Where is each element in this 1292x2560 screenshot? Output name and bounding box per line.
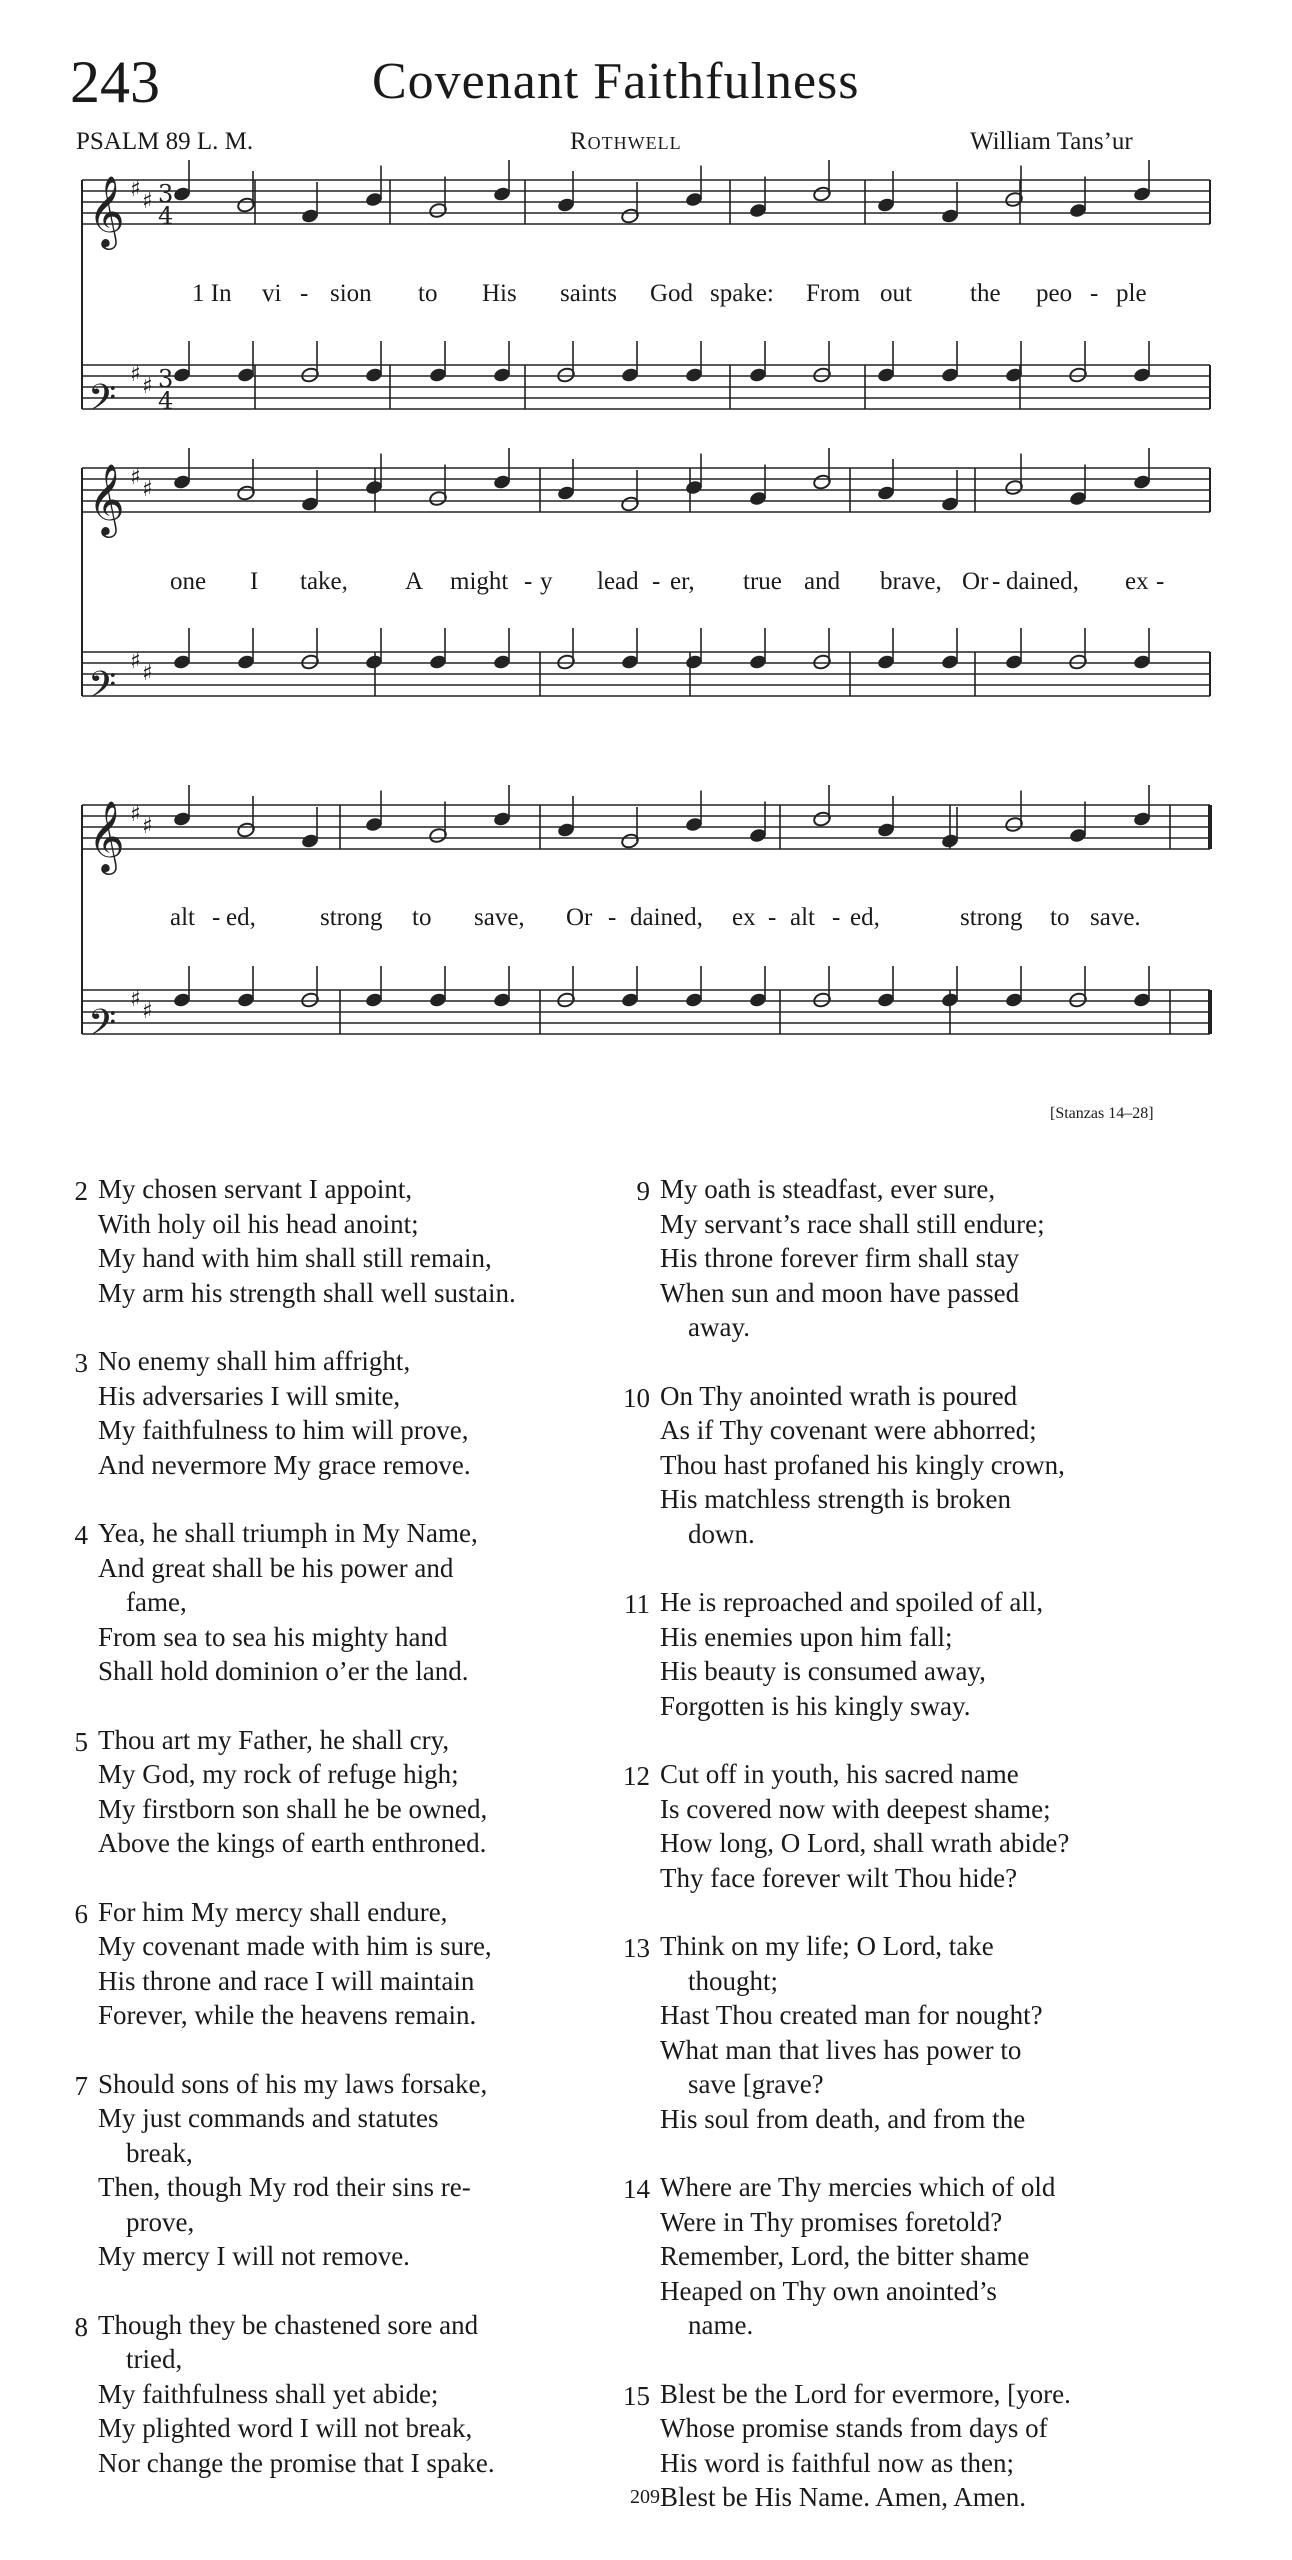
stanza-line: My faithfulness shall yet abide; (98, 2378, 439, 2409)
stanza-line: No enemy shall him affright, (98, 1346, 411, 1376)
stanza-line: name. (688, 2310, 754, 2340)
stanza (74, 1344, 638, 1482)
syllable: save, (474, 904, 525, 931)
stanza-line: Forgotten is his kingly sway. (660, 1690, 971, 1721)
stanza-line: Hast Thou created man for nought? (660, 2000, 1043, 2030)
psalm-meter: PSALM 89 L. M. (76, 128, 254, 155)
stanza-line: fame, (126, 1587, 187, 1617)
syllable: - (992, 568, 1001, 595)
music-symbol: 4 (158, 387, 174, 415)
stanza-line: And nevermore My grace remove. (98, 1449, 471, 1480)
stanza-line: Though they be chastened sore and (98, 2309, 479, 2340)
syllable: His (482, 280, 517, 307)
hymn-number: 243 (70, 49, 160, 115)
syllable: the (970, 280, 1001, 307)
stanza-line: Think on my life; O Lord, take (660, 1931, 994, 1961)
syllable: er, (670, 568, 695, 595)
music-symbol: ♯ (130, 177, 141, 202)
stanza-line: My God, my rock of refuge high; (98, 1759, 459, 1789)
music-symbol: ♯ (130, 802, 141, 827)
stanza-line: His word is faithful now as then; (660, 2447, 1014, 2478)
stanza-number: 2 (74, 1176, 88, 1206)
stanza-number: 10 (623, 1382, 650, 1413)
stanza-line: Were in Thy promises foretold? (660, 2206, 1003, 2237)
stanza-line: His throne forever firm shall stay (660, 1243, 1020, 1273)
stanza-number: 12 (623, 1761, 650, 1791)
syllable: alt (790, 904, 815, 931)
music-symbol: ♯ (130, 362, 141, 387)
syllable: sion (330, 280, 372, 307)
music-symbol: ♯ (142, 661, 153, 686)
stanza-line: And great shall be his power and (98, 1552, 454, 1583)
stanza (623, 1929, 1210, 2136)
stanza-line: save [grave? (688, 2069, 824, 2099)
stanza-line: Remember, Lord, the bitter shame (660, 2241, 1030, 2271)
syllable: 1 In (192, 280, 232, 307)
stanza-line: Cut off in youth, his sacred name (660, 1759, 1019, 1789)
stanza-line: Yea, he shall triumph in My Name, (98, 1518, 478, 1548)
stanza-line: Where are Thy mercies which of old (660, 2172, 1056, 2202)
syllable: - (608, 904, 617, 931)
syllable: strong (320, 904, 383, 931)
syllable: vi (262, 280, 282, 307)
stanza-line: My covenant made with him is sure, (98, 1931, 492, 1961)
stanza-line: My just commands and statutes (98, 2103, 439, 2133)
syllable: - (768, 904, 777, 931)
syllable: y (540, 568, 553, 595)
syllable: Or (566, 904, 593, 931)
syllable: ed, (226, 904, 256, 931)
stanza (624, 1585, 1210, 1723)
music-symbol: 4 (158, 202, 174, 230)
stanza-line: His soul from death, and from the (660, 2103, 1026, 2134)
stanza (74, 1723, 638, 1861)
hymn-title: Covenant Faithfulness (372, 53, 860, 110)
syllable: might (450, 568, 509, 595)
stanza-line: prove, (126, 2206, 195, 2237)
syllable: true (743, 568, 782, 595)
stanza-line: Forever, while the heavens remain. (98, 2000, 477, 2030)
stanza-line: Shall hold dominion o’er the land. (98, 1656, 469, 1686)
syllable: save. (1090, 904, 1141, 931)
stanza-number: 11 (624, 1589, 650, 1619)
music-symbol: 𝄞 (88, 799, 125, 872)
music-symbol: 𝄞 (88, 462, 125, 535)
syllable: - (212, 904, 221, 931)
stanza-line: Blest be the Lord for evermore, [yore. (660, 2378, 1071, 2409)
syllable: one (170, 568, 207, 595)
stanza-line: How long, O Lord, shall wrath abide? (660, 1828, 1070, 1858)
stanza-number: 9 (636, 1176, 650, 1206)
music-symbol: ♯ (130, 987, 141, 1012)
stanza-line: My mercy I will not remove. (98, 2241, 410, 2271)
syllable: brave, (880, 568, 942, 595)
stanza-line: My faithfulness to him will prove, (98, 1415, 469, 1445)
stanza-line: down. (688, 1518, 755, 1549)
stanza-number: 3 (74, 1348, 88, 1378)
syllable: to (1050, 904, 1070, 931)
stanza (623, 1379, 1210, 1552)
stanza-line: His matchless strength is broken (660, 1484, 1011, 1514)
stanza-number: 14 (623, 2174, 650, 2204)
stanza-number: 4 (74, 1520, 88, 1550)
stanza (74, 1895, 638, 2033)
tune-name: Rothwell (570, 128, 682, 155)
stanza-line: As if Thy covenant were abhorred; (660, 1415, 1037, 1445)
music-symbol: ♯ (142, 374, 153, 399)
music-symbol: 𝄢 (88, 1002, 117, 1053)
music-symbol: ♯ (142, 189, 153, 214)
syllable: - (832, 904, 841, 931)
stanza-line: Heaped on Thy own anointed’s (660, 2275, 997, 2306)
syllable: - (1156, 568, 1165, 595)
stanza-line: He is reproached and spoiled of all, (660, 1587, 1044, 1617)
stanza-line: Whose promise stands from days of (660, 2413, 1048, 2443)
music-symbol: ♯ (142, 999, 153, 1024)
syllable: dained, (1006, 568, 1079, 595)
stanza-line: My plighted word I will not break, (98, 2413, 473, 2443)
music-symbol: 3 (158, 180, 174, 208)
music-symbol: 𝄢 (88, 377, 117, 428)
syllable: to (418, 280, 438, 307)
music-symbol: ♯ (142, 477, 153, 502)
syllable: peo (1036, 280, 1073, 307)
syllable: ed, (850, 904, 880, 931)
stanza (623, 1757, 1210, 1895)
stanza-line: My oath is steadfast, ever sure, (660, 1174, 996, 1204)
music-symbol: 𝄞 (88, 174, 125, 247)
stanza-line: Thou hast profaned his kingly crown, (660, 1449, 1065, 1480)
music-symbol: ♯ (142, 814, 153, 839)
stanza-line: With holy oil his head anoint; (98, 1208, 419, 1239)
stanza-line: His throne and race I will maintain (98, 1965, 475, 1996)
stanza-line: Should sons of his my laws forsake, (98, 2068, 488, 2099)
syllable: and (804, 568, 841, 595)
stanza-line: My hand with him shall still remain, (98, 1243, 492, 1273)
stanza-line: His enemies upon him fall; (660, 1621, 953, 1652)
stanza (623, 2170, 1210, 2343)
syllable: lead (597, 568, 639, 595)
syllable: spake: (710, 280, 774, 307)
syllable: - (300, 280, 309, 307)
syllable: - (524, 568, 533, 595)
stanza-line: Thy face forever wilt Thou hide? (660, 1862, 1018, 1893)
stanza-line: Blest be His Name. Amen, Amen. (660, 2482, 1026, 2512)
stanza-line: Then, though My rod their sins re- (98, 2172, 471, 2202)
stanza (74, 2067, 638, 2274)
syllable: A (405, 568, 424, 595)
stanza-line: On Thy anointed wrath is poured (660, 1380, 1018, 1411)
syllable: to (412, 904, 432, 931)
stanza-line: Thou art my Father, he shall cry, (98, 1724, 450, 1755)
page-number: 209 (630, 2486, 660, 2508)
music-symbol: 𝄢 (88, 664, 117, 715)
stanza-number: 15 (623, 2380, 650, 2411)
stanza-number: 13 (623, 1933, 650, 1963)
stanza-line: What man that lives has power to (660, 2034, 1022, 2065)
stanza (636, 1172, 1210, 1345)
syllable: alt (170, 904, 195, 931)
syllable: - (652, 568, 661, 595)
syllable: take, (300, 568, 348, 595)
stanza-number: 7 (74, 2070, 88, 2101)
music-symbol: ♯ (130, 649, 141, 674)
stanza-line: His beauty is consumed away, (660, 1656, 986, 1686)
syllable: ex (732, 904, 756, 931)
stanza (74, 1516, 638, 1689)
stanza-line: away. (688, 1312, 750, 1342)
stanza-line: Is covered now with deepest shame; (660, 1793, 1051, 1824)
stanza-number: 5 (74, 1726, 88, 1757)
stanza (74, 1172, 638, 1310)
syllable: I (250, 568, 259, 595)
stanza-line: For him My mercy shall endure, (98, 1896, 448, 1927)
stanza-line: My servant’s race shall still endure; (660, 1208, 1045, 1239)
stanza-line: When sun and moon have passed (660, 1277, 1020, 1308)
stanza-line: Above the kings of earth enthroned. (98, 1828, 487, 1858)
stanza (74, 2308, 638, 2481)
stanza-line: Nor change the promise that I spake. (98, 2447, 495, 2478)
syllable: - (1090, 280, 1099, 307)
syllable: God (650, 280, 694, 307)
stanza-number: 6 (74, 1898, 88, 1929)
stanza-line: thought; (688, 1965, 779, 1996)
syllable: ple (1116, 280, 1147, 307)
syllable: From (806, 280, 861, 307)
syllable: saints (560, 280, 617, 307)
stanza-line: break, (126, 2137, 193, 2168)
stanza-line: My firstborn son shall he be owned, (98, 1793, 488, 1824)
stanza-line: My chosen servant I appoint, (98, 1174, 413, 1204)
stanza-line: From sea to sea his mighty hand (98, 1621, 448, 1652)
syllable: Or (962, 568, 989, 595)
stanza-line: His adversaries I will smite, (98, 1380, 401, 1411)
syllable: dained, (630, 904, 703, 931)
stanza-line: tried, (126, 2344, 183, 2374)
stanza-number: 8 (74, 2311, 88, 2342)
syllable: strong (960, 904, 1023, 931)
syllable: out (880, 280, 912, 307)
composer-name: William Tans’ur (970, 128, 1133, 155)
stanza-line: My arm his strength shall well sustain. (98, 1277, 516, 1308)
music-symbol: ♯ (130, 465, 141, 490)
stanza-reference: [Stanzas 14–28] (1050, 1105, 1154, 1122)
stanzas-left-column (74, 1172, 638, 2514)
music-symbol: 3 (158, 365, 174, 393)
syllable: ex (1125, 568, 1149, 595)
